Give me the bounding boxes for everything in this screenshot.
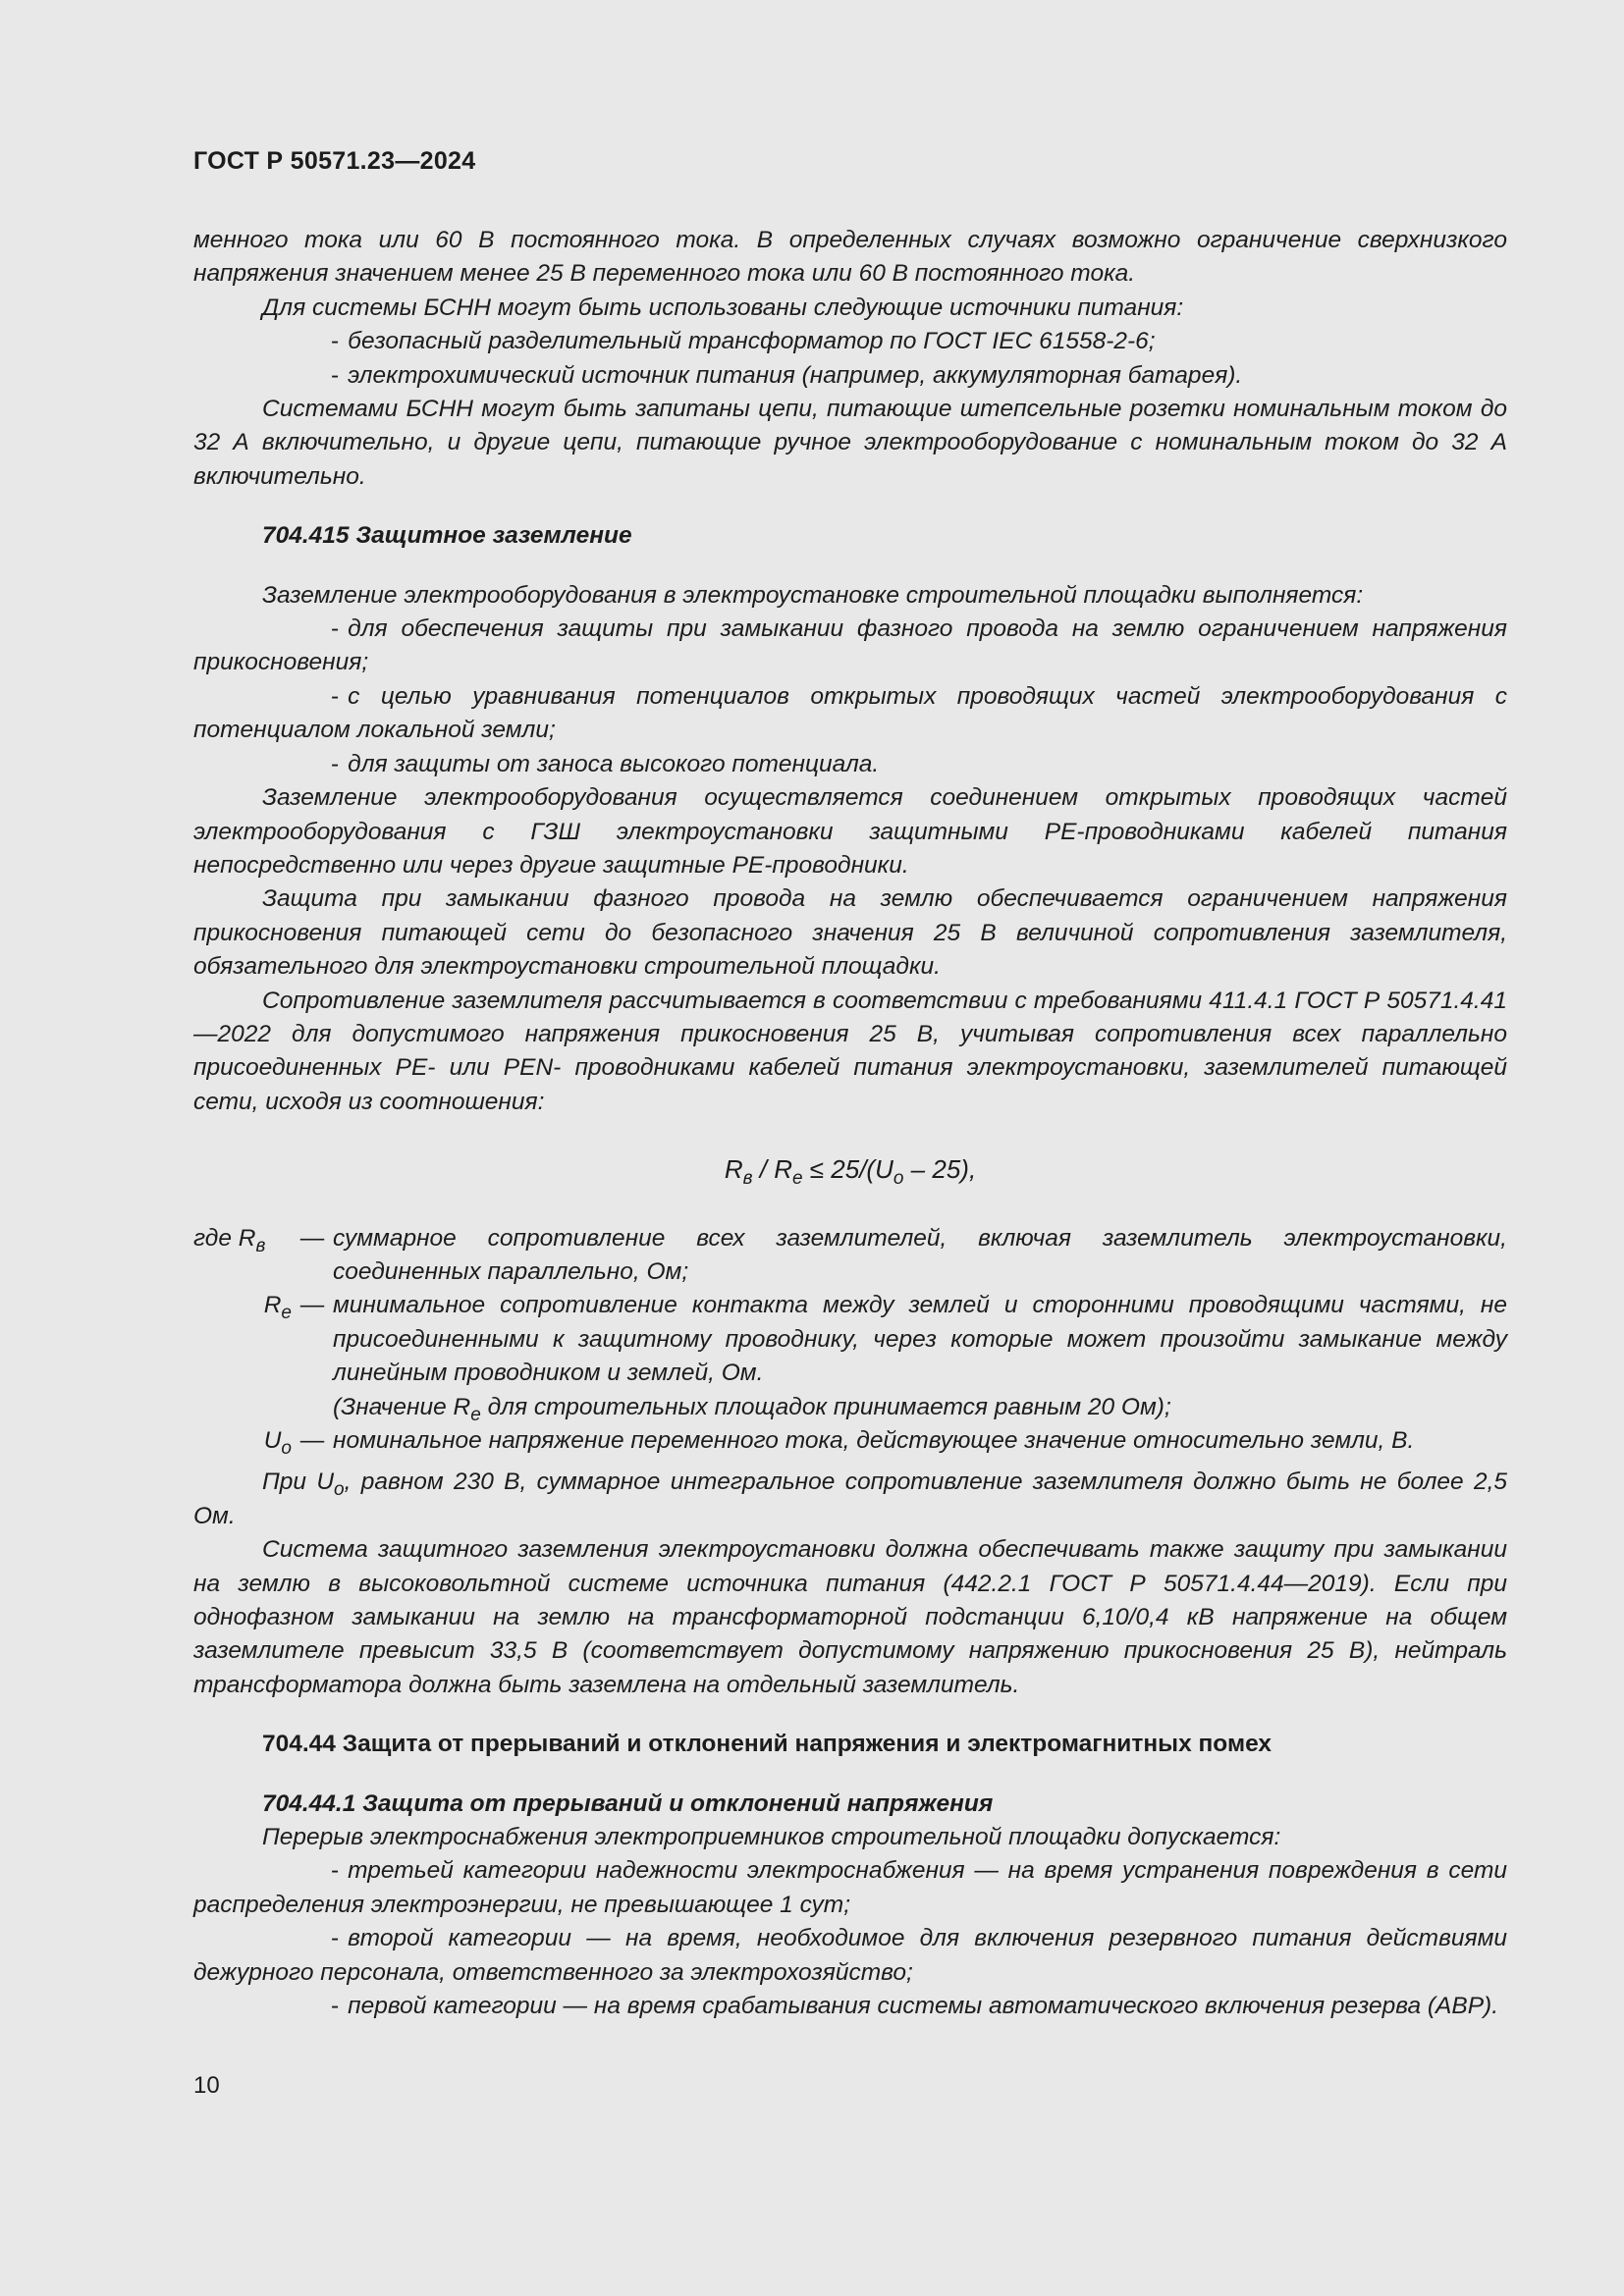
list-dash: - (331, 682, 340, 710)
list-item-text: второй категории — на время, необходимое для включения резервного питания действиями дежурного персонала, ответственного за электрохозяйство; (193, 1925, 1507, 1986)
paragraph-interrupt-intro: Перерыв электроснабжения электроприемников строительной площадки допускается: (262, 1824, 1281, 1851)
list-item-text: электрохимический источник питания (например, аккумуляторная батарея). (348, 361, 1243, 389)
formula-subscript: o (893, 1168, 904, 1190)
definition-row (193, 1289, 1507, 1424)
symbol-letter: U (316, 1468, 335, 1496)
list-item (193, 1854, 1507, 1922)
definition-dash: — (299, 1224, 325, 1252)
definition-row (193, 1424, 1507, 1458)
paragraph-circuits: Системами БСНН могут быть запитаны цепи, питающие штепсельные розетки номинальным током до 32 А включительно, и другие цепи, питающие ручное электрооборудование с номинальным током до 32 А включительно. (193, 396, 1507, 490)
list-dash: - (331, 1993, 340, 2020)
paragraph-earth-implementation: Заземление электрооборудования осуществляется соединением открытых проводящих частей электрооборудования с ГЗШ электроустановки защитными PE-проводниками кабелей питания непосредственно или через другие защитные PE-проводники. (193, 784, 1507, 879)
list-item (193, 680, 1507, 748)
list-dash: - (331, 361, 340, 389)
list-item (193, 748, 1507, 781)
symbol-letter: U (263, 1427, 282, 1454)
symbol-subscript: o (334, 1479, 345, 1501)
formula (193, 1152, 1507, 1190)
paragraph-resistance: Сопротивление заземлителя рассчитывается в соответствии с требованиями 411.4.1 ГОСТ Р 50571.4.41—2022 для допустимого напряжения прикосновения 25 В, учитывая сопротивления всех параллельно присоединенных PE- или PEN- проводниками кабелей питания электроустановки, заземлителей питающей сети, исходя из соотношения: (193, 987, 1507, 1115)
definition-text (333, 1289, 1507, 1424)
subsection-heading-704-44-1: 704.44.1 Защита от прерываний и отклонений напряжения (262, 1789, 994, 1817)
list-dash: - (331, 1857, 340, 1885)
list-item-text: первой категории — на время срабатывания системы автоматического включения резерва (АВР). (348, 1993, 1499, 2020)
formula-symbol: R (724, 1154, 743, 1185)
formula-subscript: e (791, 1168, 803, 1190)
document-header: ГОСТ Р 50571.23—2024 (193, 147, 476, 175)
list-item (193, 325, 1507, 358)
symbol-letter: R (263, 1292, 282, 1319)
list-dash: - (331, 328, 340, 355)
paragraph-sources-intro: Для системы БСНН могут быть использованы следующие источники питания: (262, 294, 1184, 321)
symbol-subscript: e (281, 1303, 292, 1324)
formula-operator: ≤ 25/( (802, 1154, 876, 1185)
symbol-letter: R (453, 1393, 471, 1420)
section-heading-704-44: 704.44 Защита от прерываний и отклонений напряжения и электромагнитных помех (262, 1731, 1272, 1758)
formula-operator: / (752, 1154, 775, 1185)
definition-symbol (193, 1289, 292, 1424)
list-item-text: безопасный разделительный трансформатор по ГОСТ IEC 61558-2-6; (348, 328, 1156, 355)
formula-symbol: U (875, 1154, 893, 1185)
definition-where: где (193, 1224, 239, 1252)
list-item-text: с целью уравнивания потенциалов открытых проводящих частей электрооборудования с потенциалом локальной земли; (193, 682, 1507, 744)
definitions-list (193, 1222, 1507, 1459)
list-item-text: для обеспечения защиты при замыкании фазного провода на землю ограничением напряжения прикосновения; (193, 615, 1507, 676)
document-body (193, 224, 1507, 2024)
definition-text: номинальное напряжение переменного тока, действующее значение относительно земли, В. (333, 1427, 1415, 1454)
definition-text: суммарное сопротивление всех заземлителей, включая заземлитель электроустановки, соединенных параллельно, Ом; (333, 1224, 1507, 1285)
paragraph-earth-intro: Заземление электрооборудования в электроустановке строительной площадки выполняется: (262, 581, 1364, 609)
formula-operator: – 25), (903, 1154, 977, 1185)
list-item-text: для защиты от заноса высокого потенциала. (348, 750, 880, 777)
list-dash: - (331, 750, 340, 777)
formula-subscript: в (742, 1168, 753, 1190)
list-item (193, 613, 1507, 680)
list-item (193, 359, 1507, 393)
text-span: При (262, 1468, 317, 1496)
definition-note: (Значение (333, 1393, 454, 1420)
list-dash: - (331, 615, 340, 643)
definition-symbol (193, 1424, 292, 1458)
definition-row (193, 1222, 1507, 1290)
definition-dash: — (299, 1427, 325, 1454)
symbol-letter: R (238, 1224, 256, 1252)
paragraph-protection: Защита при замыкании фазного провода на землю обеспечивается ограничением напряжения прикосновения питающей сети до безопасного значения 25 В величиной сопротивления заземлителя, обязательного для электроустановки строительной площадки. (193, 885, 1507, 981)
list-item (193, 1990, 1507, 2023)
text-span: , равном 230 В, суммарное интегральное сопротивление заземлителя должно быть не более 2,5 Ом. (193, 1468, 1508, 1529)
formula-symbol: R (774, 1154, 792, 1185)
symbol-subscript: в (255, 1235, 266, 1256)
paragraph-continued: менного тока или 60 В постоянного тока. В определенных случаях возможно ограничение сверхнизкого напряжения значением менее 25 В переменного тока или 60 В постоянного тока. (193, 227, 1507, 288)
symbol-subscript: o (281, 1438, 292, 1459)
symbol-subscript: e (470, 1404, 481, 1425)
definition-note: для строительных площадок принимается равным 20 Ом); (480, 1393, 1171, 1420)
paragraph-at-uo (193, 1466, 1507, 1533)
list-item (193, 1922, 1507, 1990)
definition-symbol (193, 1222, 292, 1290)
list-dash: - (331, 1925, 340, 1952)
page-number: 10 (193, 2072, 220, 2099)
definition-dash: — (299, 1292, 325, 1319)
list-item-text: третьей категории надежности электроснабжения — на время устранения повреждения в сети распределения электроэнергии, не превышающее 1 сут; (193, 1857, 1507, 1918)
definition-main-text: минимальное сопротивление контакта между землей и сторонними проводящими частями, не присоединенными к защитному проводнику, через которые может произойти замыкание между линейным проводником и землей, Ом. (333, 1292, 1507, 1387)
section-heading-704-415: 704.415 Защитное заземление (262, 522, 632, 550)
paragraph-system: Система защитного заземления электроустановки должна обеспечивать также защиту при замыкании на землю в высоковольтной системе источника питания (442.2.1 ГОСТ Р 50571.4.44—2019). Если при однофазном замыкании на землю на трансформаторной подстанции 6,10/0,4 кВ напряжение на общем заземлителе превысит 33,5 В (соответствует допустимому напряжению прикосновения 25 В), нейтраль трансформатора должна быть заземлена на отдельный заземлитель. (193, 1536, 1507, 1698)
